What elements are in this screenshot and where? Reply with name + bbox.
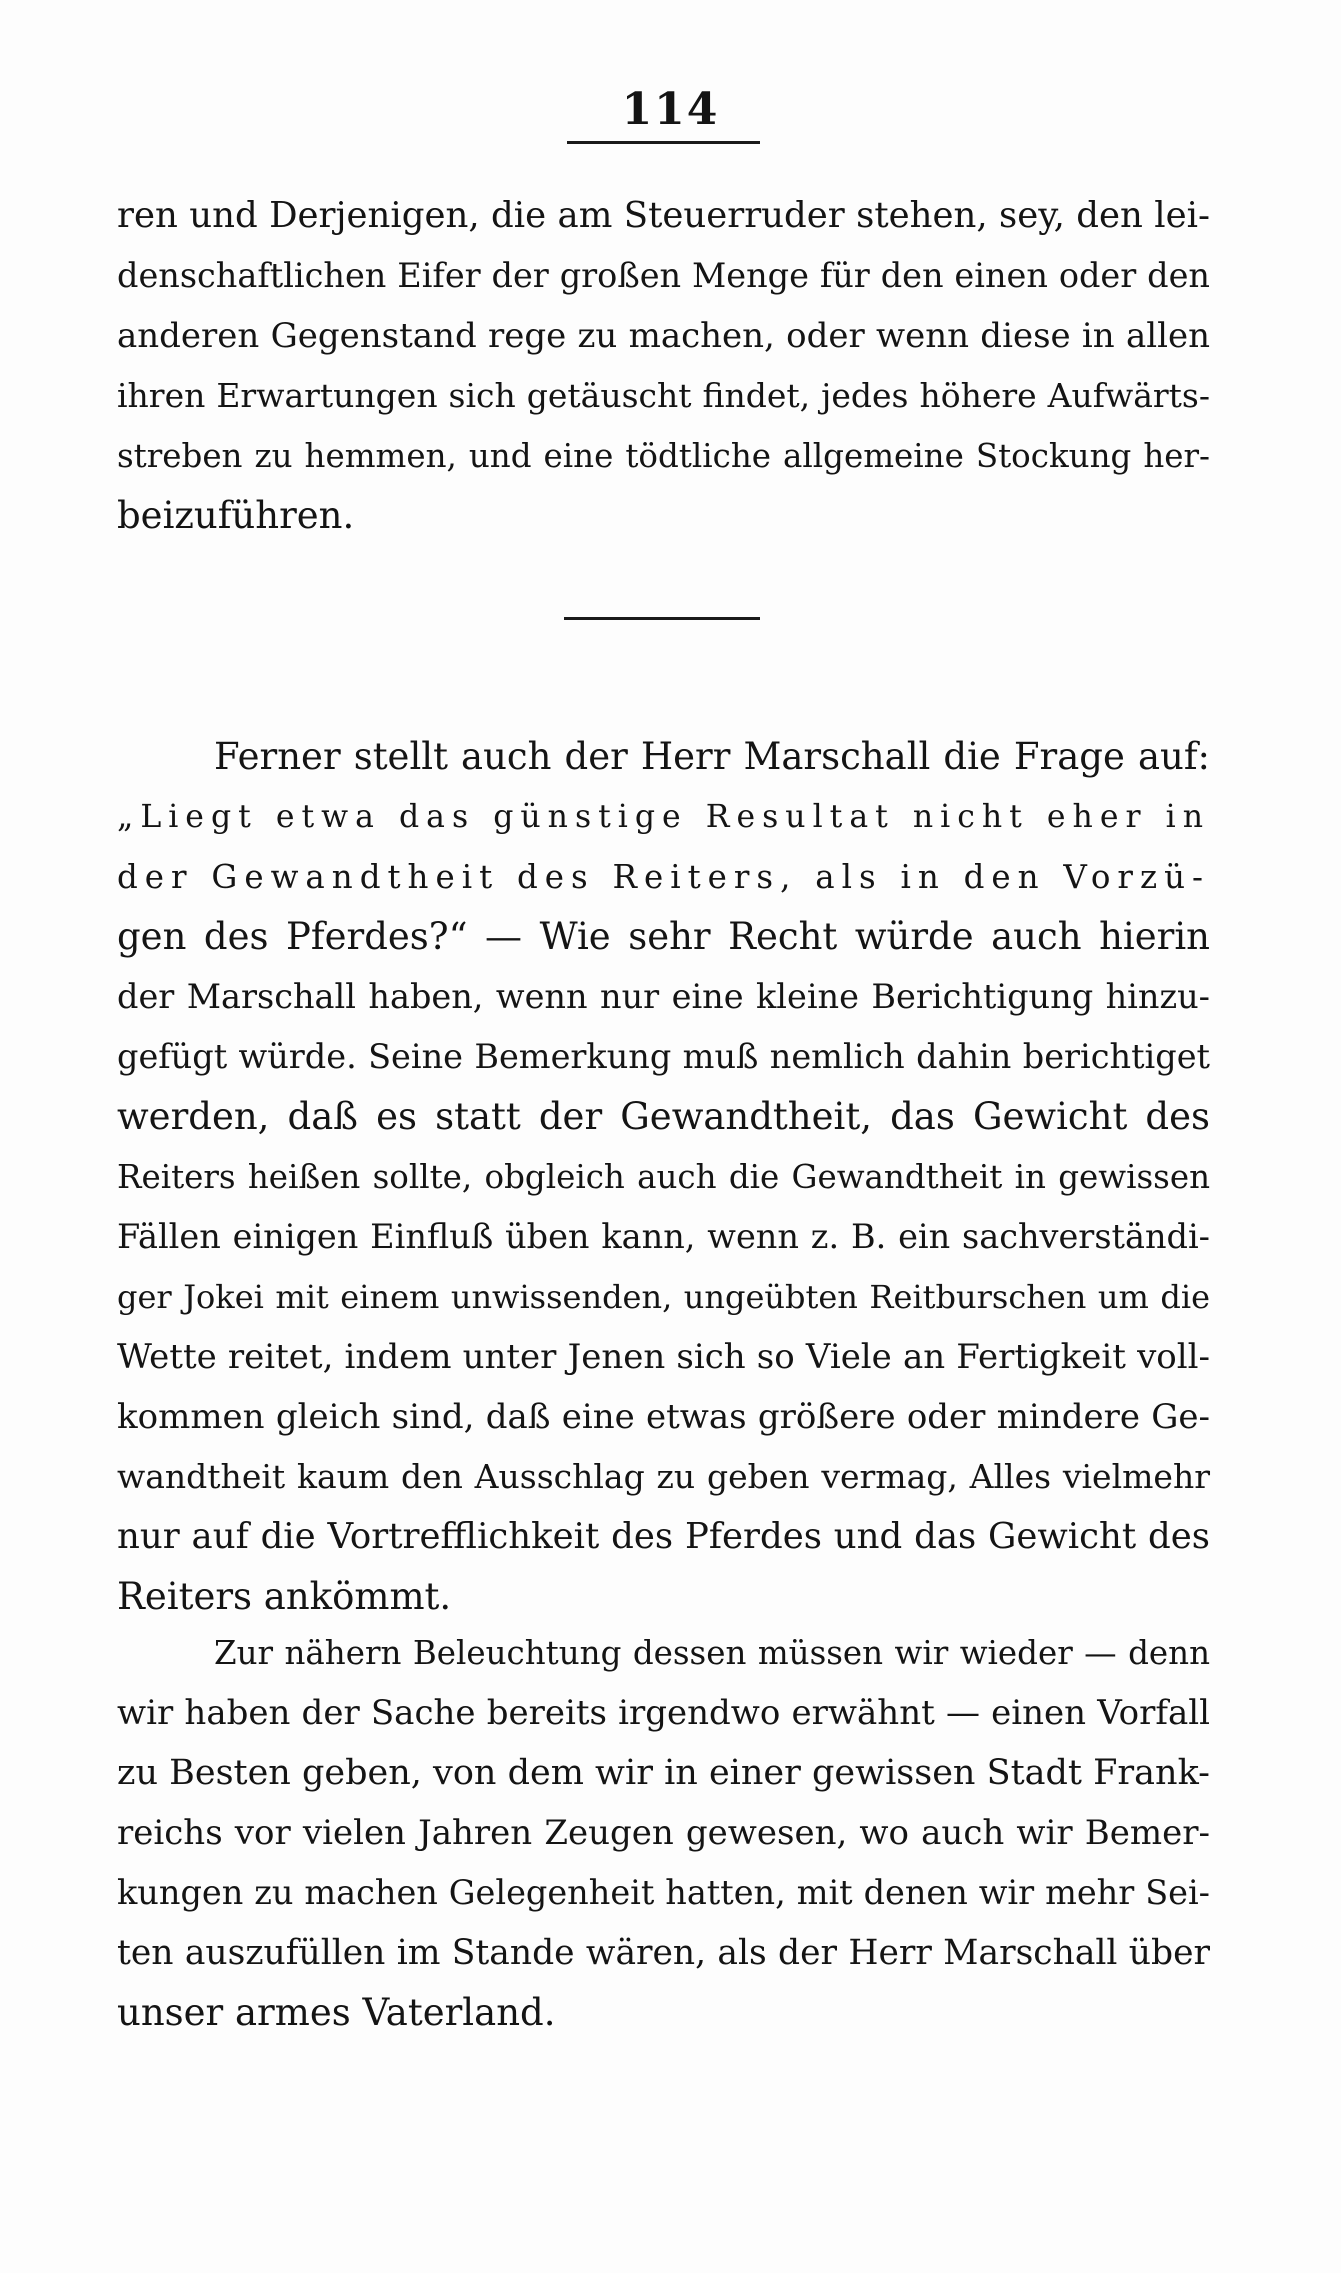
- text-line: gen des Pferdes?“ — Wie sehr Recht würde auch hierin: [117, 915, 1210, 958]
- text-line: Reiters heißen sollte, obgleich auch die Gewandtheit in gewissen: [117, 1158, 1210, 1196]
- text-line: gefügt würde. Seine Bemerkung muß nemlich dahin berichtiget: [117, 1037, 1210, 1076]
- text-line: ihren Erwartungen sich getäuscht findet, jedes höhere Aufwärts-: [117, 376, 1210, 415]
- text-line: ger Jokei mit einem unwissenden, ungeübten Reitburschen um die: [117, 1278, 1210, 1316]
- text-line: kommen gleich sind, daß eine etwas größere oder mindere Ge-: [117, 1397, 1210, 1437]
- paragraph-vorfall: [117, 1623, 1210, 2043]
- text-line: unser armes Vaterland.: [117, 1991, 556, 2034]
- text-line: werden, daß es statt der Gewandtheit, das Gewicht des: [117, 1095, 1210, 1138]
- text-line: ten auszufüllen im Stande wären, als der Herr Marschall über: [117, 1933, 1210, 1973]
- text-line: streben zu hemmen, und eine tödtliche allgemeine Stockung her-: [117, 437, 1210, 475]
- text-line: Fällen einigen Einfluß üben kann, wenn z. B. ein sachverständi-: [117, 1217, 1210, 1256]
- text-line: Ferner stellt auch der Herr Marschall die Frage auf:: [214, 735, 1210, 778]
- text-line: denschaftlichen Eifer der großen Menge für den einen oder den: [117, 256, 1210, 295]
- text-line: ren und Derjenigen, die am Steuerruder stehen, sey, den lei-: [117, 195, 1210, 236]
- text-line: reichs vor vielen Jahren Zeugen gewesen, wo auch wir Bemer-: [117, 1813, 1210, 1853]
- header-rule: [567, 141, 760, 144]
- text-line: anderen Gegenstand rege zu machen, oder wenn diese in allen: [117, 316, 1210, 356]
- text-line: zu Besten geben, von dem wir in einer gewissen Stadt Frank-: [117, 1753, 1210, 1793]
- text-line: wandtheit kaum den Ausschlag zu geben vermag, Alles vielmehr: [117, 1457, 1210, 1496]
- paragraph-continued: [117, 186, 1210, 546]
- text-line: wir haben der Sache bereits irgendwo erwähnt — einen Vorfall: [117, 1693, 1210, 1733]
- section-divider: [564, 617, 760, 620]
- text-line: Wette reitet, indem unter Jenen sich so Viele an Fertigkeit voll-: [117, 1337, 1210, 1377]
- text-line: nur auf die Vortrefflichkeit des Pferdes und das Gewicht des: [117, 1516, 1210, 1557]
- paragraph-marschall: [117, 727, 1210, 1627]
- text-line: der Marschall haben, wenn nur eine kleine Berichtigung hinzu-: [117, 977, 1210, 1016]
- text-line: kungen zu machen Gelegenheit hatten, mit denen wir mehr Sei-: [117, 1873, 1210, 1912]
- text-line: Reiters ankömmt.: [117, 1575, 452, 1618]
- text-line-spaced: „Liegt etwa das günstige Resultat nicht eher in: [117, 799, 1210, 835]
- text-line: Zur nähern Beleuchtung dessen müssen wir wieder — denn: [214, 1634, 1210, 1672]
- text-line: beizuführen.: [117, 494, 355, 537]
- page-number: 114: [621, 84, 720, 135]
- text-line-spaced: der Gewandtheit des Reiters, als in den Vorzü-: [117, 858, 1210, 896]
